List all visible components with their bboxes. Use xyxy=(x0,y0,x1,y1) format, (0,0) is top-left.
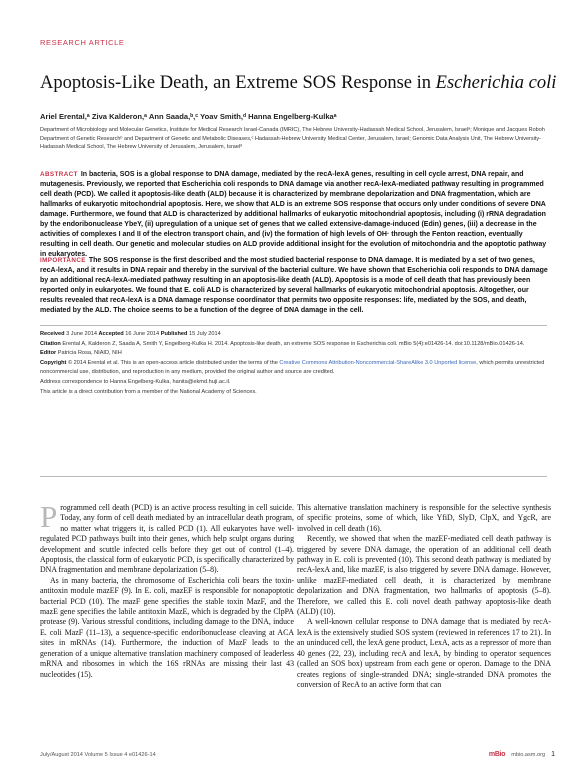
journal-url[interactable]: mbio.asm.org xyxy=(511,751,546,758)
correspondence-row: Address correspondence to Hanna Engelberg-Kulka, hanita@ekmd.huji.ac.il. xyxy=(40,378,231,385)
author-list: Ariel Erental,ᵃ Ziva Kalderon,ᵃ Ann Saada,ᵇ,ᶜ Yoav Smith,ᵈ Hanna Engelberg-Kulkaᵃ xyxy=(40,112,337,121)
affiliations: Department of Microbiology and Molecular Genetics, Institute for Medical Research Israel-Canada (IMRIC), The Hebrew University-Hadassah Medical School, Jerusalem, Israelᵃ; Monique and Jacques Roboh Department of Genetic Researchᵇ and Department of Genetic and Metabolic Diseases,ᶜ Hadassah-Hebrew University Medical Center, Jerusalem, Israel; Genomic Data Analysis Unit, The Hebrew University-Hadassah Medical School, The Hebrew University of Jerusalem, Jerusalem, Israelᵈ xyxy=(40,127,545,151)
received-label: Received xyxy=(40,331,65,337)
title-main: Apoptosis-Like Death, an Extreme SOS Response in xyxy=(40,73,436,93)
editor-name: Patricia Rosa, NIAID, NIH xyxy=(57,350,122,357)
copyright-text-b: , which permits unrestricted noncommercial use, distribution, and reproduction in any medium, provided the original author and source are credited. xyxy=(40,359,545,376)
page-number: 1 xyxy=(551,751,555,758)
copyright-label: Copyright xyxy=(40,359,67,366)
accepted-label: Accepted xyxy=(98,331,124,337)
body-paragraph xyxy=(40,499,294,576)
drop-cap: P xyxy=(40,499,58,534)
abstract-label: ABSTRACT xyxy=(40,171,78,178)
published-date: 15 July 2014 xyxy=(189,331,221,337)
importance-label: IMPORTANCE xyxy=(40,257,86,264)
title-organism: Escherichia coli xyxy=(435,73,557,93)
right-paragraph-3: A well-known cellular response to DNA damage that is mediated by recA-lexA is the extensively studied SOS system (reviewed in references 17 to 21). In an uninduced cell, the lexA gene product, LexA, acts as a repressor of more than 40 genes (22, 23), including recA and lexA, by binding to operator sequences (called an SOS box) upstream from each gene or operon. Damage to the DNA creates regions of single-stranded DNA; single-stranded DNA promotes the conversion of RecA to an active form that can xyxy=(297,617,551,689)
issue-info: July/August 2014 Volume 5 Issue 4 e01426-14 xyxy=(40,752,156,758)
license-link[interactable]: Creative Commons Attribution-Noncommercial-ShareAlike 3.0 Unported license xyxy=(279,359,477,366)
importance-text: The SOS response is the first described and the most studied bacterial response to DNA damage. It is mediated by a set of two genes, recA-lexA, and it results in DNA repair and thereby in the survival of the bacterial culture. We have shown that Escherichia coli responds to DNA damage by an additional recA-lexA-mediated pathway resulting in an apoptosis-like death (ALD). Apoptosis is a mode of cell death that has previously been reported only in eukaryotes. We found that E. coli ALD is characterized by several hallmarks of eukaryotic mitochondrial apoptosis. Altogether, our results revealed that recA-lexA is a DNA damage response coordinator that permits two opposite responses: life, mediated by the SOS, and death, mediated by the ALD. The choice seems to be a function of the degree of DNA damage in the cell. xyxy=(40,257,548,314)
copyright-row xyxy=(40,359,547,378)
importance xyxy=(40,256,548,316)
received-date: 3 June 2014 xyxy=(66,331,97,337)
copyright-text-a: © 2014 Erental et al. This is an open-access article distributed under the terms of the xyxy=(67,359,280,366)
right-paragraph-2: Recently, we showed that when the mazEF-mediated cell death pathway is triggered by severe DNA damage, the operation of an additional cell death pathway in E. coli is prevented (10). This second death pathway is mediated by recA-lexA and, like mazEF, is also triggered by severe DNA damage. However, unlike mazEF-mediated cell death, it is characterized by membrane depolarization and DNA fragmentation, two hallmarks of apoptosis (5–8). Therefore, we called this E. coli novel death pathway apoptosis-like death (ALD) (10). xyxy=(297,534,551,617)
dates-row xyxy=(40,330,547,340)
left-paragraph-1: rogrammed cell death (PCD) is an active process resulting in cell suicide. Today, any form of cell death mediated by an intracellular death program, no matter what triggers it, is called PCD (1). All eukaryotes have well-regulated PCD pathways built into their genes, which help sculpt organs during development and scuttle infected cells before they get out of control (1–4). Apoptosis, the classical form of eukaryotic PCD, is specifically characterized by DNA fragmentation and membrane depolarization (5–8). xyxy=(40,503,294,575)
article-info-box xyxy=(40,325,547,477)
citation-row xyxy=(40,340,547,350)
footer-right xyxy=(489,751,555,758)
abstract-text: In bacteria, SOS is a global response to DNA damage, mediated by the recA-lexA genes, resulting in cell cycle arrest, DNA repair, and mutagenesis. Previously, we reported that Escherichia coli responds to DNA damage via another recA-lexA-mediated pathway resulting in programmed cell death (PCD). We called it apoptosis-like death (ALD) because it is characterized by membrane depolarization and DNA fragmentation, which are hallmarks of eukaryotic mitochondrial apoptosis. Here, we show that ALD is an extreme SOS response that occurs only under conditions of severe DNA damage. Furthermore, we found that ALD is characterized by additional hallmarks of eukaryotic mitochondrial apoptosis, including (i) rRNA degradation by the endoribonuclease YbeY, (ii) upregulation of a unique set of genes that we called extensive-damage-induced (Edin) genes, (iii) a decrease in the activities of complexes I and II of the electron transport chain, and (iv) the formation of high levels of OH· through the Fenton reaction, eventually resulting in cell death. Our genetic and molecular studies on ALD provide additional insight for the evolution of mitochondria and the apoptotic pathway in eukaryotes. xyxy=(40,171,547,258)
right-paragraph-1: This alternative translation machinery is responsible for the selective synthesis of specific proteins, some of which, like YfiD, SlyD, ClpX, and YgcR, are involved in cell death (16). xyxy=(297,503,551,533)
accepted-date: 16 June 2014 xyxy=(125,331,160,337)
abstract xyxy=(40,170,548,260)
section-label: RESEARCH ARTICLE xyxy=(40,38,125,47)
body-column-left xyxy=(40,499,294,680)
journal-logo xyxy=(489,751,505,758)
journal-logo-text: mBio xyxy=(488,751,506,758)
article-title xyxy=(40,72,560,94)
published-label: Published xyxy=(160,331,188,337)
left-paragraph-2: As in many bacteria, the chromosome of Escherichia coli bears the toxin-antitoxin module mazEF (9). In E. coli, mazEF is responsible for nonapoptotic bacterial PCD (10). The mazF gene specifies the stable toxin MazF, and the mazE gene specifies the labile antitoxin MazE, which is degraded by the ClpPA protease (9). Various stressful conditions, including damage to the DNA, induce E. coli MazF (11–13), a sequence-specific endoribonuclease cleaving at ACA sites in mRNAs (14). Furthermore, the induction of MazF leads to the generation of a unique alternative translation machinery composed of leaderless mRNA and ribosomes in which the 16S rRNAs are missing their last 43 nucleotides (15). xyxy=(40,575,294,679)
body-column-right xyxy=(297,503,551,690)
citation-label: Citation xyxy=(40,340,61,347)
editor-row xyxy=(40,349,547,359)
editor-label: Editor xyxy=(40,350,57,357)
citation-text: Erental A, Kalderon Z, Saada A, Smith Y, Engelberg-Kulka H. 2014. Apoptosis-like death, an extreme SOS response in Escherichia coli. mBio 5(4):e01426-14. doi:10.1128/mBio.01426-14. xyxy=(62,340,525,347)
contribution-note: This article is a direct contribution from a member of the National Academy of Sciences. xyxy=(40,388,257,395)
